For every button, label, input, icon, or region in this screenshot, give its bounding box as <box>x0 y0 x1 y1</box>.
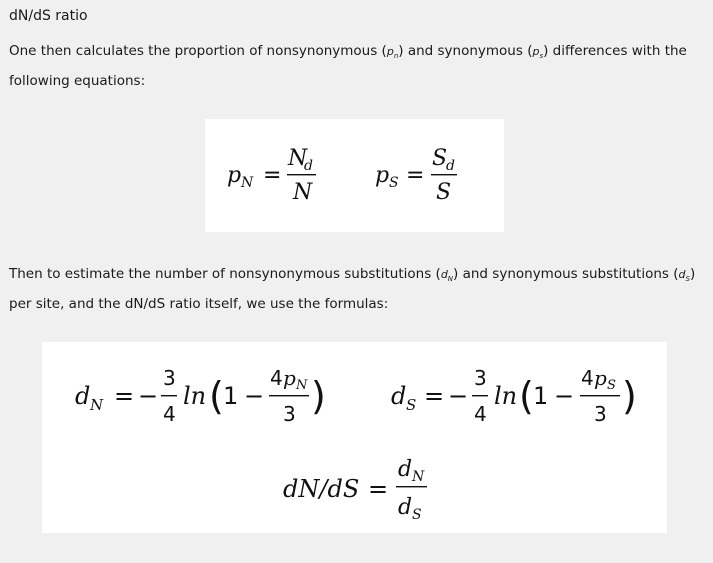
paragraph-text: ) and synonymous substitutions ( <box>453 266 679 282</box>
svg-text:S: S <box>436 180 452 205</box>
svg-text:d: d <box>398 457 413 482</box>
ps-equation <box>375 146 457 205</box>
svg-text:S: S <box>607 378 616 393</box>
svg-text:3: 3 <box>283 402 296 426</box>
dn-equation <box>75 366 326 426</box>
section-title: dN/dS ratio <box>9 8 88 24</box>
svg-text:p: p <box>283 366 296 390</box>
svg-text:d: d <box>304 158 313 174</box>
svg-text:4: 4 <box>163 402 176 426</box>
svg-text:=: = <box>368 475 389 503</box>
ps-symbol: $p_s$ <box>532 45 544 61</box>
svg-text:S: S <box>389 175 399 191</box>
svg-text:p: p <box>594 366 607 390</box>
svg-text:dN/dS: dN/dS <box>283 475 360 503</box>
svg-text:−: − <box>138 382 159 410</box>
svg-text:3: 3 <box>594 402 607 426</box>
paragraph-text: ) per site, and the dN/dS ratio itself, we use the formulas: <box>9 266 696 313</box>
svg-text:4: 4 <box>474 402 487 426</box>
svg-text:−: − <box>554 382 575 410</box>
svg-text:d: d <box>446 158 455 174</box>
pn-equation <box>227 146 316 205</box>
svg-text:p: p <box>375 163 390 188</box>
proportion-equations-box <box>205 119 504 232</box>
svg-text:S: S <box>406 396 417 414</box>
svg-text:−: − <box>244 382 265 410</box>
proportion-equations <box>205 119 504 232</box>
svg-text:ln: ln <box>494 382 518 410</box>
paragraph-text: ) and synonymous ( <box>398 43 533 59</box>
paragraph-text: ) differences with the following equations: <box>9 43 687 90</box>
svg-text:=: = <box>424 382 445 410</box>
svg-text:=: = <box>406 163 425 188</box>
substitution-equations <box>42 342 667 533</box>
svg-text:d: d <box>75 382 91 410</box>
svg-text:N: N <box>288 146 308 171</box>
ds-symbol: $d_S$ <box>678 268 690 284</box>
svg-text:d: d <box>391 382 407 410</box>
svg-text:N: N <box>90 396 104 414</box>
svg-text:N: N <box>241 175 254 191</box>
ratio-equation <box>283 457 427 523</box>
paragraph-text: Then to estimate the number of nonsynonymous substitutions ( <box>9 266 441 282</box>
svg-text:−: − <box>448 382 469 410</box>
svg-text:N: N <box>293 180 313 205</box>
svg-text:4: 4 <box>270 366 283 390</box>
pn-symbol: $p_n$ <box>386 45 399 61</box>
paragraph-proportions <box>9 39 699 94</box>
svg-text:): ) <box>622 374 637 418</box>
ds-equation <box>391 366 637 426</box>
svg-text:S: S <box>412 507 422 523</box>
svg-text:ln: ln <box>183 382 207 410</box>
dn-symbol: $d_N$ <box>440 268 454 284</box>
paragraph-substitutions <box>9 262 699 317</box>
svg-text:1: 1 <box>223 382 239 410</box>
substitution-equations-box <box>42 342 667 533</box>
svg-text:=: = <box>263 163 282 188</box>
svg-text:4: 4 <box>581 366 594 390</box>
svg-text:3: 3 <box>474 366 487 390</box>
svg-text:S: S <box>432 146 448 171</box>
svg-text:=: = <box>114 382 135 410</box>
svg-text:(: ( <box>209 374 224 418</box>
svg-text:d: d <box>398 495 413 520</box>
svg-text:1: 1 <box>533 382 549 410</box>
svg-text:): ) <box>311 374 326 418</box>
paragraph-text: One then calculates the proportion of nonsynonymous ( <box>9 43 387 59</box>
svg-text:(: ( <box>519 374 534 418</box>
svg-text:3: 3 <box>163 366 176 390</box>
svg-text:N: N <box>412 469 425 485</box>
svg-text:N: N <box>296 378 308 393</box>
svg-text:p: p <box>227 163 242 188</box>
